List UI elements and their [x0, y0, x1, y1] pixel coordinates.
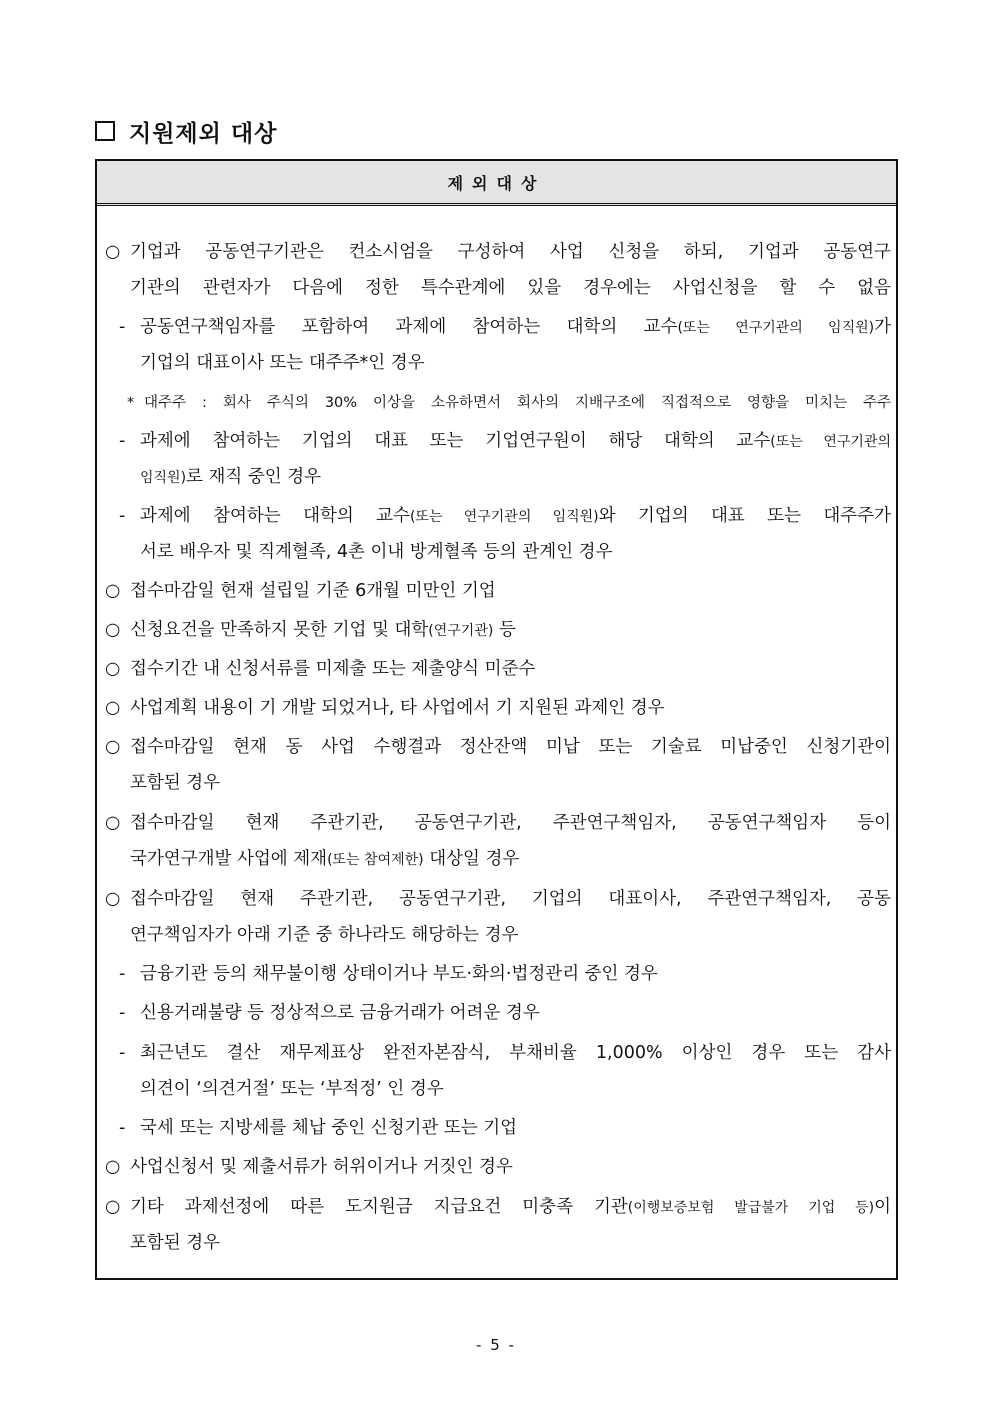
line-text: 기관의 관련자가 다음에 정한 특수관계에 있을 경우에는 사업신청을 할 수 없음: [130, 278, 891, 298]
line-body: [130, 811, 891, 835]
line-body: [130, 1155, 891, 1179]
line-body: [140, 540, 891, 564]
line-text: 신용거래불량 등 정상적으로 금융거래가 어려운 경우: [140, 1003, 540, 1023]
line-body: [130, 735, 891, 759]
bullet-circle-icon: ○: [105, 1197, 121, 1217]
line-body: [140, 429, 891, 454]
line-text: 국세 또는 지방세를 체납 중인 신청기관 또는 기업: [140, 1118, 518, 1138]
line-body: [130, 579, 891, 603]
line-body: [130, 847, 891, 872]
dash-bullet-icon: -: [119, 1043, 126, 1063]
line-body: [130, 618, 891, 643]
line-parenthetical: (또는 연구기관의 임직원): [409, 509, 599, 525]
line-body: [130, 1231, 891, 1255]
line-body: [140, 465, 891, 490]
line-parenthetical: (연구기관): [428, 623, 494, 639]
line-text: 공동연구책임자를 포함하여 과제에 참여하는 대학의 교수: [140, 317, 678, 337]
dash-bullet-icon: -: [119, 506, 126, 526]
line-tail: 가: [874, 317, 891, 337]
dash-bullet-icon: -: [119, 1118, 126, 1138]
line-body: [140, 1001, 891, 1025]
line-text: 연구책임자가 아래 기준 중 하나라도 해당하는 경우: [130, 925, 519, 945]
line-text: 신청요건을 만족하지 못한 기업 및 대학: [130, 620, 429, 640]
dash-bullet-icon: -: [119, 317, 126, 337]
exclusion-table: [95, 159, 898, 1280]
line-text: 국가연구개발 사업에 제재: [130, 849, 328, 869]
line-body: [140, 1116, 891, 1140]
line-body: [130, 240, 891, 264]
line-body: [140, 962, 891, 986]
line-text: 서로 배우자 및 직계혈족, 4촌 이내 방계혈족 등의 관계인 경우: [140, 542, 613, 562]
line-body: [130, 923, 891, 947]
line-body: [130, 276, 891, 300]
line-text: 사업신청서 및 제출서류가 허위이거나 거짓인 경우: [130, 1157, 513, 1177]
line-text: 접수마감일 현재 주관기관, 공동연구기관, 기업의 대표이사, 주관연구책임자, 공동: [130, 889, 891, 909]
dash-bullet-icon: -: [119, 1003, 126, 1023]
line-body: [140, 351, 891, 375]
line-parenthetical: (또는 연구기관의: [770, 434, 891, 450]
bullet-circle-icon: ○: [105, 737, 121, 757]
line-text: 의견이 ‘의견거절’ 또는 ‘부적정’ 인 경우: [140, 1079, 444, 1099]
line-text: 접수마감일 현재 동 사업 수행결과 정산잔액 미납 또는 기술료 미납중인 신청기관이: [130, 737, 891, 757]
line-text: 포함된 경우: [130, 773, 221, 793]
section-title: [95, 114, 277, 148]
line-tail: 등: [493, 620, 516, 640]
line-tail: 로 재직 중인 경우: [186, 467, 322, 487]
line-text: 금융기관 등의 채무불이행 상태이거나 부도·화의·법정관리 중인 경우: [140, 964, 658, 984]
line-text: 접수마감일 현재 설립일 기준 6개월 미만인 기업: [130, 581, 496, 601]
line-body: [140, 315, 891, 340]
line-text: 접수마감일 현재 주관기관, 공동연구기관, 주관연구책임자, 공동연구책임자 등이: [130, 813, 891, 833]
line-text: 포함된 경우: [130, 1233, 221, 1253]
line-text: 기업과 공동연구기관은 컨소시엄을 구성하여 사업 신청을 하되, 기업과 공동연구: [130, 242, 891, 262]
line-text: 접수기간 내 신청서류를 미제출 또는 제출양식 미준수: [130, 659, 536, 679]
line-text: 기업의 대표이사 또는 대주주*인 경우: [140, 353, 425, 373]
table-header-text: 제외대상: [447, 173, 546, 193]
line-body: [130, 657, 891, 681]
line-parenthetical: (또는 참여제한): [327, 852, 424, 868]
page-number: - 5 -: [476, 1336, 516, 1354]
line-parenthetical: 임직원): [140, 470, 187, 486]
line-text: 과제에 참여하는 기업의 대표 또는 기업연구원이 해당 대학의 교수: [140, 431, 771, 451]
bullet-circle-icon: ○: [105, 889, 121, 909]
checkbox-square-icon: [95, 121, 115, 141]
line-tail: 이: [874, 1197, 891, 1217]
bullet-circle-icon: ○: [105, 581, 121, 601]
section-title-text: 지원제외 대상: [129, 120, 278, 147]
asterisk-note-icon: *: [127, 395, 135, 411]
line-body: [140, 1041, 891, 1065]
line-text: 과제에 참여하는 대학의 교수: [140, 506, 410, 526]
line-body: [130, 771, 891, 795]
bullet-circle-icon: ○: [105, 813, 121, 833]
line-body: [130, 1195, 891, 1220]
dash-bullet-icon: -: [119, 431, 126, 451]
bullet-circle-icon: ○: [105, 620, 121, 640]
line-body: [140, 504, 891, 529]
line-tail: 와 기업의 대표 또는 대주주가: [598, 506, 891, 526]
line-parenthetical: (또는 연구기관의 임직원): [677, 320, 875, 336]
line-parenthetical: (이행보증보험 발급불가 기업 등): [627, 1200, 875, 1216]
bullet-circle-icon: ○: [105, 1157, 121, 1177]
line-body: [130, 887, 891, 911]
line-text: 대주주 : 회사 주식의 30% 이상을 소유하면서 회사의 지배구조에 직접적으로 영향을 미치는 주주: [144, 395, 891, 411]
line-text: 사업계획 내용이 기 개발 되었거나, 타 사업에서 기 지원된 과제인 경우: [130, 698, 665, 718]
bullet-circle-icon: ○: [105, 659, 121, 679]
line-body: [144, 391, 891, 415]
line-text: 최근년도 결산 재무제표상 완전자본잠식, 부채비율 1,000% 이상인 경우 또는 감사: [140, 1043, 891, 1063]
line-tail: 대상일 경우: [423, 849, 520, 869]
line-text: 기타 과제선정에 따른 도지원금 지급요건 미충족 기관: [130, 1197, 628, 1217]
line-body: [140, 1077, 891, 1101]
dash-bullet-icon: -: [119, 964, 126, 984]
bullet-circle-icon: ○: [105, 698, 121, 718]
bullet-circle-icon: ○: [105, 242, 121, 262]
table-header: [97, 161, 896, 206]
line-body: [130, 696, 891, 720]
